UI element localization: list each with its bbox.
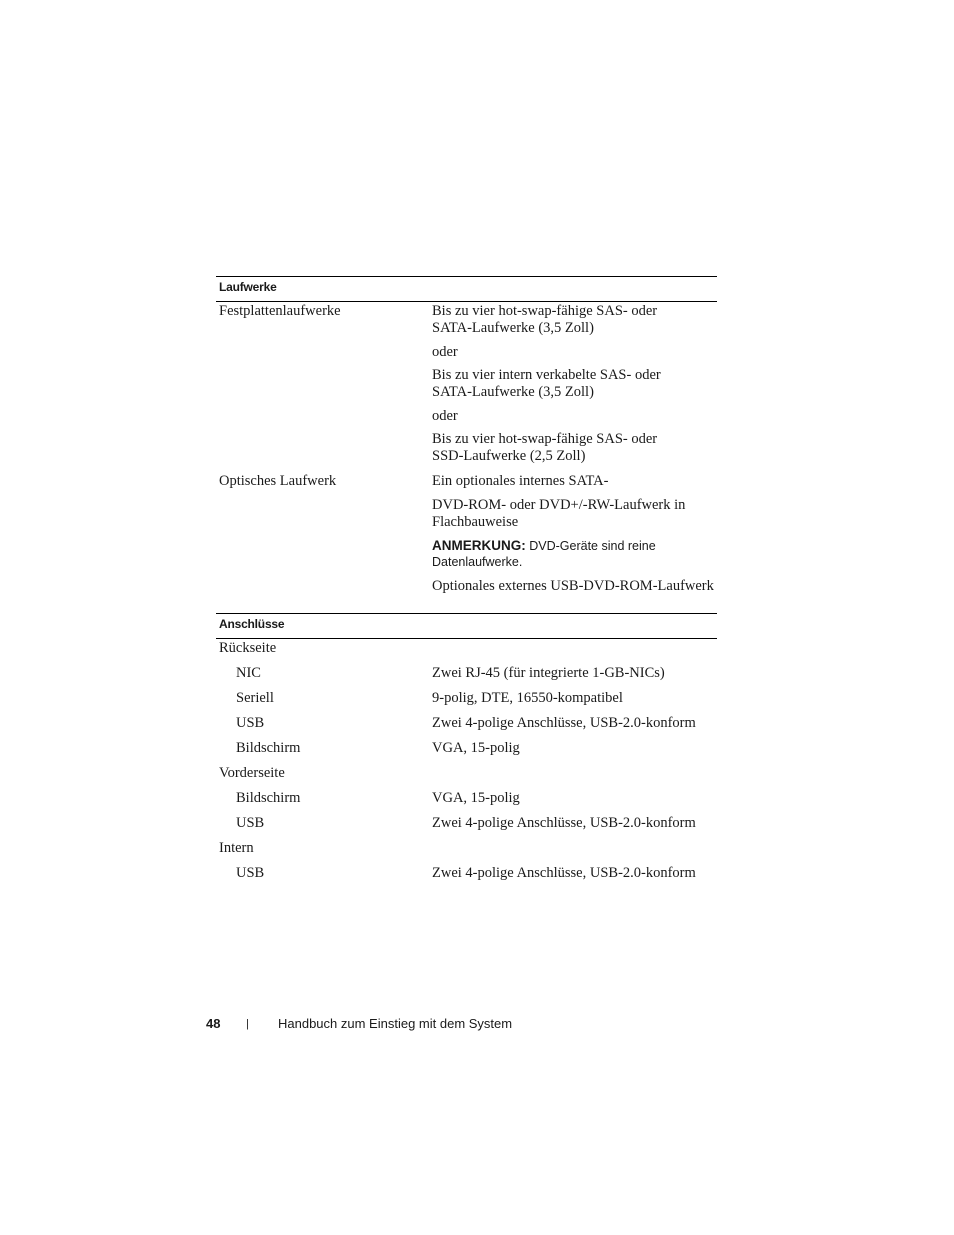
hdd-value-2a: Bis zu vier intern verkabelte SAS- oder [432,367,661,383]
front-label: Vorderseite [219,765,285,781]
rear-nic-value: Zwei RJ-45 (für integrierte 1-GB-NICs) [432,665,665,681]
front-usb-label: USB [236,815,265,831]
note-text-1: DVD-Geräte sind reine [529,539,656,553]
hdd-value-1b: SATA-Laufwerke (3,5 Zoll) [432,320,594,336]
front-usb-value: Zwei 4-polige Anschlüsse, USB-2.0-konform [432,815,696,831]
hdd-value-3b: SSD-Laufwerke (2,5 Zoll) [432,448,586,464]
hdd-label: Festplattenlaufwerke [219,303,341,319]
rear-usb-label: USB [236,715,265,731]
section-top-rule [216,613,717,614]
front-video-value: VGA, 15-polig [432,790,520,806]
section-header-rule [216,301,717,302]
rear-usb-value: Zwei 4-polige Anschlüsse, USB-2.0-konform [432,715,696,731]
section-header-drives: Laufwerke [219,280,277,294]
optical-note [432,537,656,555]
hdd-or-2: oder [432,408,458,424]
hdd-value-3a: Bis zu vier hot-swap-fähige SAS- oder [432,431,658,447]
front-video-label: Bildschirm [236,790,301,806]
optical-value-2b: Flachbauweise [432,514,519,530]
rear-label: Rückseite [219,640,277,656]
page-number: 48 [206,1016,221,1031]
internal-label: Intern [219,840,254,856]
section-top-rule [216,276,717,277]
internal-usb-value: Zwei 4-polige Anschlüsse, USB-2.0-konform [432,865,696,881]
section-header-connectors: Anschlüsse [219,617,285,631]
rear-video-label: Bildschirm [236,740,301,756]
rear-serial-label: Seriell [236,690,274,706]
optical-value-1: Ein optionales internes SATA- [432,473,609,489]
hdd-value-1a: Bis zu vier hot-swap-fähige SAS- oder [432,303,658,319]
hdd-or-1: oder [432,344,458,360]
optical-value-3: Optionales externes USB-DVD-ROM-Laufwerk [432,578,714,594]
optical-label: Optisches Laufwerk [219,473,337,489]
rear-serial-value: 9-polig, DTE, 16550-kompatibel [432,690,623,706]
optical-note-2: Datenlaufwerke. [432,555,523,569]
rear-video-value: VGA, 15-polig [432,740,520,756]
optical-value-2a: DVD-ROM- oder DVD+/-RW-Laufwerk in [432,497,686,513]
footer-title: Handbuch zum Einstieg mit dem System [278,1016,513,1031]
footer-separator: | [246,1018,249,1030]
hdd-value-2b: SATA-Laufwerke (3,5 Zoll) [432,384,594,400]
note-label: ANMERKUNG: [432,538,526,553]
section-header-rule [216,638,717,639]
internal-usb-label: USB [236,865,265,881]
rear-nic-label: NIC [236,665,261,681]
